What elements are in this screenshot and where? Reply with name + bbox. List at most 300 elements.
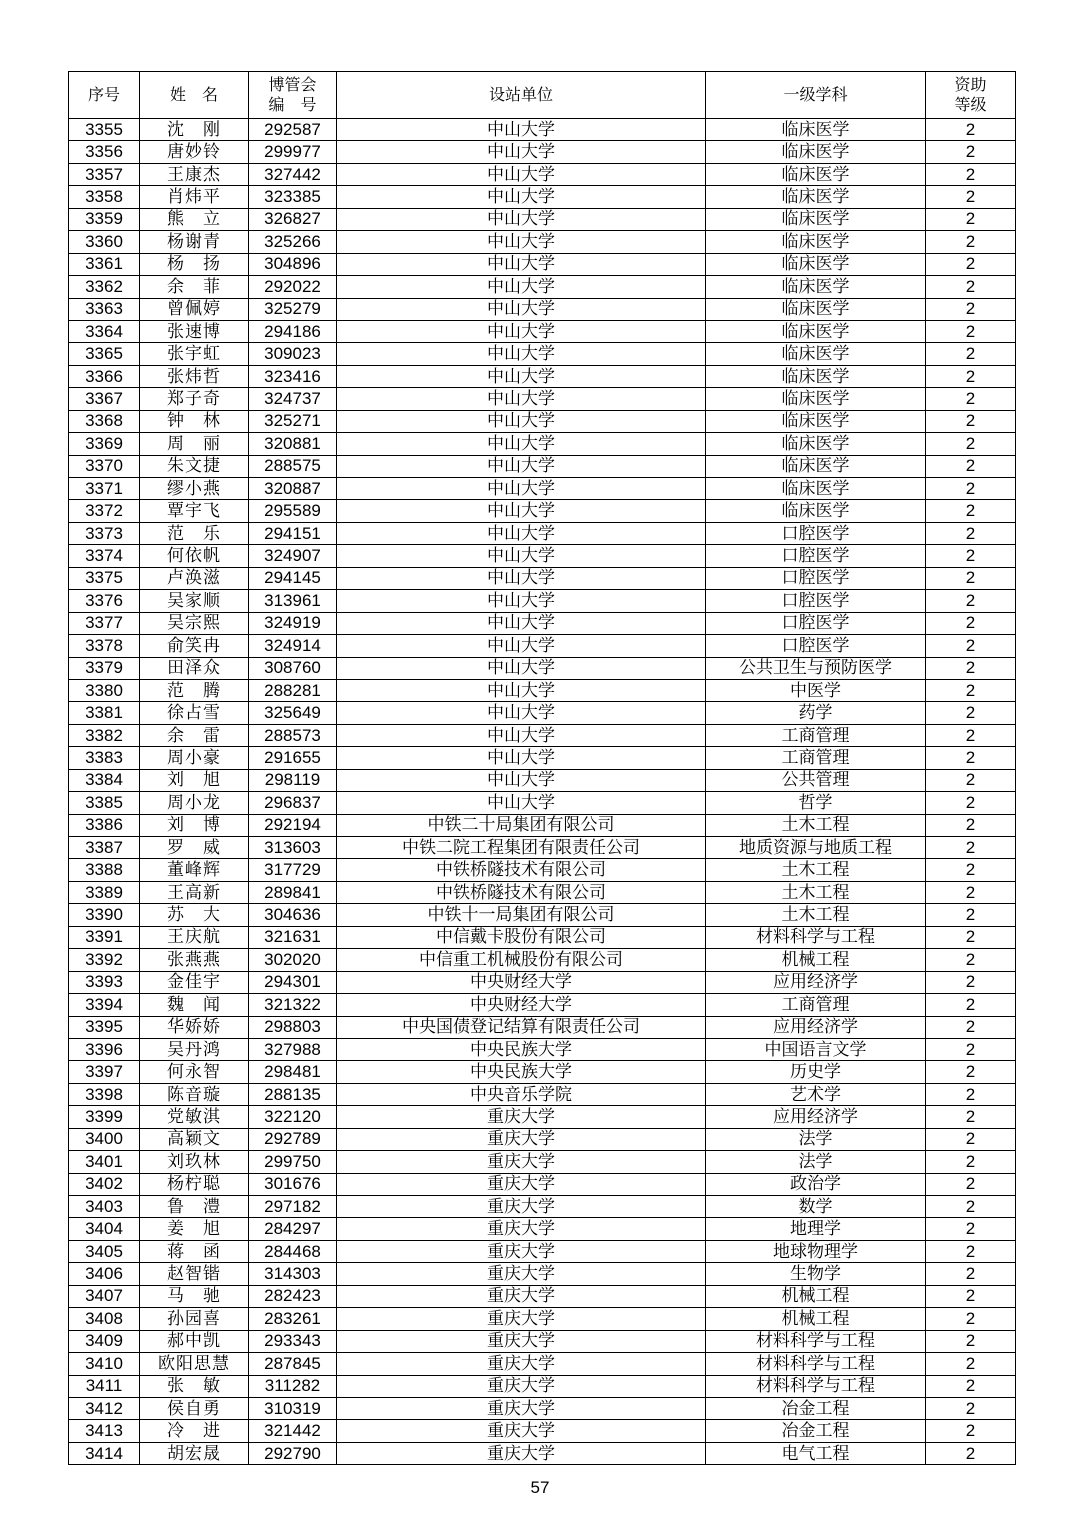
cell-name: 陈音璇 <box>140 1083 249 1105</box>
cell-funding-level: 2 <box>926 724 1016 746</box>
cell-primary-discipline: 材料科学与工程 <box>706 1375 926 1397</box>
cell-committee-id: 294151 <box>249 522 337 544</box>
cell-committee-id: 324914 <box>249 635 337 657</box>
cell-committee-id: 293343 <box>249 1330 337 1352</box>
cell-serial-number: 3400 <box>69 1128 140 1150</box>
cell-funding-level: 2 <box>926 635 1016 657</box>
cell-serial-number: 3366 <box>69 365 140 387</box>
cell-serial-number: 3374 <box>69 545 140 567</box>
cell-name: 朱文捷 <box>140 455 249 477</box>
cell-name: 郝中凯 <box>140 1330 249 1352</box>
cell-primary-discipline: 工商管理 <box>706 747 926 769</box>
cell-name: 郑子奇 <box>140 388 249 410</box>
table-row <box>69 590 1016 612</box>
cell-committee-id: 298119 <box>249 769 337 791</box>
cell-primary-discipline: 机械工程 <box>706 1308 926 1330</box>
cell-station-unit: 中山大学 <box>337 500 706 522</box>
cell-name: 鲁 澧 <box>140 1196 249 1218</box>
cell-serial-number: 3373 <box>69 522 140 544</box>
cell-committee-id: 313961 <box>249 590 337 612</box>
cell-station-unit: 中山大学 <box>337 253 706 275</box>
cell-funding-level: 2 <box>926 1285 1016 1307</box>
cell-funding-level: 2 <box>926 1397 1016 1419</box>
table-row <box>69 1106 1016 1128</box>
cell-station-unit: 重庆大学 <box>337 1285 706 1307</box>
cell-serial-number: 3378 <box>69 635 140 657</box>
cell-station-unit: 重庆大学 <box>337 1263 706 1285</box>
cell-name: 冷 进 <box>140 1420 249 1442</box>
cell-serial-number: 3371 <box>69 478 140 500</box>
cell-committee-id: 292790 <box>249 1442 337 1464</box>
cell-primary-discipline: 数学 <box>706 1196 926 1218</box>
cell-committee-id: 323416 <box>249 365 337 387</box>
cell-serial-number: 3397 <box>69 1061 140 1083</box>
table-row <box>69 1353 1016 1375</box>
cell-primary-discipline: 政治学 <box>706 1173 926 1195</box>
cell-serial-number: 3399 <box>69 1106 140 1128</box>
cell-funding-level: 2 <box>926 1330 1016 1352</box>
cell-name: 蒋 函 <box>140 1240 249 1262</box>
cell-primary-discipline: 生物学 <box>706 1263 926 1285</box>
cell-name: 罗 威 <box>140 837 249 859</box>
table-row <box>69 253 1016 275</box>
cell-serial-number: 3412 <box>69 1397 140 1419</box>
cell-primary-discipline: 临床医学 <box>706 343 926 365</box>
cell-serial-number: 3391 <box>69 926 140 948</box>
cell-name: 马 驰 <box>140 1285 249 1307</box>
cell-name: 杨柠聪 <box>140 1173 249 1195</box>
table-row <box>69 500 1016 522</box>
cell-funding-level: 2 <box>926 1375 1016 1397</box>
cell-primary-discipline: 临床医学 <box>706 365 926 387</box>
cell-station-unit: 重庆大学 <box>337 1240 706 1262</box>
header-serial-number: 序号 <box>69 72 140 119</box>
cell-name: 孙园喜 <box>140 1308 249 1330</box>
cell-primary-discipline: 临床医学 <box>706 163 926 185</box>
cell-funding-level: 2 <box>926 522 1016 544</box>
cell-committee-id: 327988 <box>249 1038 337 1060</box>
cell-serial-number: 3409 <box>69 1330 140 1352</box>
cell-name: 周小豪 <box>140 747 249 769</box>
cell-serial-number: 3356 <box>69 141 140 163</box>
cell-serial-number: 3408 <box>69 1308 140 1330</box>
cell-name: 张燕燕 <box>140 949 249 971</box>
cell-funding-level: 2 <box>926 208 1016 230</box>
table-row <box>69 1038 1016 1060</box>
cell-station-unit: 中信戴卡股份有限公司 <box>337 926 706 948</box>
cell-serial-number: 3365 <box>69 343 140 365</box>
cell-committee-id: 299750 <box>249 1151 337 1173</box>
table-row <box>69 343 1016 365</box>
cell-name: 张炜哲 <box>140 365 249 387</box>
cell-station-unit: 中山大学 <box>337 231 706 253</box>
cell-committee-id: 283261 <box>249 1308 337 1330</box>
cell-station-unit: 中山大学 <box>337 388 706 410</box>
header-committee-id: 博管会 编 号 <box>249 72 337 119</box>
cell-funding-level: 2 <box>926 1038 1016 1060</box>
cell-primary-discipline: 口腔医学 <box>706 590 926 612</box>
cell-serial-number: 3361 <box>69 253 140 275</box>
cell-station-unit: 中山大学 <box>337 141 706 163</box>
cell-committee-id: 304896 <box>249 253 337 275</box>
cell-name: 缪小燕 <box>140 478 249 500</box>
cell-funding-level: 2 <box>926 320 1016 342</box>
cell-serial-number: 3367 <box>69 388 140 410</box>
cell-name: 周小龙 <box>140 792 249 814</box>
table-row <box>69 433 1016 455</box>
cell-serial-number: 3403 <box>69 1196 140 1218</box>
cell-committee-id: 322120 <box>249 1106 337 1128</box>
cell-station-unit: 中山大学 <box>337 590 706 612</box>
cell-committee-id: 289841 <box>249 881 337 903</box>
cell-serial-number: 3355 <box>69 119 140 141</box>
table-row <box>69 1285 1016 1307</box>
cell-primary-discipline: 地理学 <box>706 1218 926 1240</box>
cell-serial-number: 3394 <box>69 994 140 1016</box>
cell-committee-id: 301676 <box>249 1173 337 1195</box>
cell-name: 覃宇飞 <box>140 500 249 522</box>
cell-funding-level: 2 <box>926 881 1016 903</box>
cell-station-unit: 重庆大学 <box>337 1330 706 1352</box>
cell-station-unit: 中山大学 <box>337 478 706 500</box>
cell-name: 王庆航 <box>140 926 249 948</box>
cell-committee-id: 294145 <box>249 567 337 589</box>
cell-primary-discipline: 土木工程 <box>706 814 926 836</box>
cell-funding-level: 2 <box>926 904 1016 926</box>
cell-name: 吴丹鸿 <box>140 1038 249 1060</box>
table-row <box>69 1016 1016 1038</box>
cell-funding-level: 2 <box>926 814 1016 836</box>
cell-station-unit: 中山大学 <box>337 208 706 230</box>
cell-serial-number: 3393 <box>69 971 140 993</box>
cell-committee-id: 320881 <box>249 433 337 455</box>
cell-committee-id: 324919 <box>249 612 337 634</box>
cell-committee-id: 299977 <box>249 141 337 163</box>
cell-serial-number: 3406 <box>69 1263 140 1285</box>
cell-station-unit: 重庆大学 <box>337 1151 706 1173</box>
cell-name: 卢涣滋 <box>140 567 249 589</box>
cell-name: 范 腾 <box>140 679 249 701</box>
cell-committee-id: 294186 <box>249 320 337 342</box>
cell-station-unit: 中山大学 <box>337 119 706 141</box>
cell-serial-number: 3407 <box>69 1285 140 1307</box>
cell-name: 杨谢青 <box>140 231 249 253</box>
cell-primary-discipline: 临床医学 <box>706 186 926 208</box>
cell-funding-level: 2 <box>926 388 1016 410</box>
cell-serial-number: 3375 <box>69 567 140 589</box>
cell-station-unit: 中山大学 <box>337 545 706 567</box>
cell-committee-id: 325649 <box>249 702 337 724</box>
cell-funding-level: 2 <box>926 971 1016 993</box>
cell-primary-discipline: 口腔医学 <box>706 545 926 567</box>
cell-serial-number: 3387 <box>69 837 140 859</box>
table-row <box>69 1061 1016 1083</box>
cell-station-unit: 中山大学 <box>337 320 706 342</box>
cell-station-unit: 中铁二院工程集团有限责任公司 <box>337 837 706 859</box>
cell-committee-id: 297182 <box>249 1196 337 1218</box>
cell-serial-number: 3360 <box>69 231 140 253</box>
cell-serial-number: 3404 <box>69 1218 140 1240</box>
cell-primary-discipline: 冶金工程 <box>706 1397 926 1419</box>
cell-committee-id: 324907 <box>249 545 337 567</box>
cell-serial-number: 3362 <box>69 276 140 298</box>
cell-serial-number: 3358 <box>69 186 140 208</box>
cell-funding-level: 2 <box>926 994 1016 1016</box>
table-row <box>69 1151 1016 1173</box>
table-row <box>69 657 1016 679</box>
cell-name: 董峰辉 <box>140 859 249 881</box>
cell-primary-discipline: 工商管理 <box>706 724 926 746</box>
cell-committee-id: 309023 <box>249 343 337 365</box>
cell-primary-discipline: 临床医学 <box>706 119 926 141</box>
cell-name: 金佳宇 <box>140 971 249 993</box>
cell-funding-level: 2 <box>926 679 1016 701</box>
cell-serial-number: 3376 <box>69 590 140 612</box>
cell-funding-level: 2 <box>926 702 1016 724</box>
table-row <box>69 1196 1016 1218</box>
cell-serial-number: 3411 <box>69 1375 140 1397</box>
cell-funding-level: 2 <box>926 926 1016 948</box>
cell-committee-id: 298803 <box>249 1016 337 1038</box>
cell-serial-number: 3402 <box>69 1173 140 1195</box>
cell-funding-level: 2 <box>926 478 1016 500</box>
cell-serial-number: 3410 <box>69 1353 140 1375</box>
cell-station-unit: 中山大学 <box>337 657 706 679</box>
cell-serial-number: 3377 <box>69 612 140 634</box>
cell-station-unit: 重庆大学 <box>337 1353 706 1375</box>
cell-funding-level: 2 <box>926 276 1016 298</box>
table-row <box>69 1375 1016 1397</box>
cell-name: 田泽众 <box>140 657 249 679</box>
cell-serial-number: 3381 <box>69 702 140 724</box>
table-row <box>69 635 1016 657</box>
cell-serial-number: 3414 <box>69 1442 140 1464</box>
cell-primary-discipline: 口腔医学 <box>706 612 926 634</box>
table-row <box>69 904 1016 926</box>
cell-primary-discipline: 药学 <box>706 702 926 724</box>
cell-station-unit: 中山大学 <box>337 410 706 432</box>
cell-station-unit: 重庆大学 <box>337 1308 706 1330</box>
cell-primary-discipline: 临床医学 <box>706 320 926 342</box>
cell-funding-level: 2 <box>926 433 1016 455</box>
header-station-unit: 设站单位 <box>337 72 706 119</box>
cell-name: 刘玖林 <box>140 1151 249 1173</box>
cell-name: 吴宗熙 <box>140 612 249 634</box>
cell-serial-number: 3380 <box>69 679 140 701</box>
cell-committee-id: 327442 <box>249 163 337 185</box>
cell-serial-number: 3405 <box>69 1240 140 1262</box>
cell-name: 肖炜平 <box>140 186 249 208</box>
table-row <box>69 926 1016 948</box>
cell-station-unit: 中山大学 <box>337 702 706 724</box>
cell-funding-level: 2 <box>926 410 1016 432</box>
table-row <box>69 949 1016 971</box>
cell-station-unit: 中山大学 <box>337 635 706 657</box>
table-row <box>69 567 1016 589</box>
funding-list-table <box>68 71 1016 1465</box>
header-row <box>69 72 1016 119</box>
cell-committee-id: 295589 <box>249 500 337 522</box>
cell-serial-number: 3398 <box>69 1083 140 1105</box>
cell-funding-level: 2 <box>926 1173 1016 1195</box>
cell-station-unit: 中央民族大学 <box>337 1061 706 1083</box>
cell-name: 张宇虹 <box>140 343 249 365</box>
table-row <box>69 478 1016 500</box>
cell-name: 徐占雪 <box>140 702 249 724</box>
cell-committee-id: 313603 <box>249 837 337 859</box>
cell-station-unit: 中央国债登记结算有限责任公司 <box>337 1016 706 1038</box>
table-row <box>69 141 1016 163</box>
cell-station-unit: 重庆大学 <box>337 1128 706 1150</box>
cell-primary-discipline: 机械工程 <box>706 1285 926 1307</box>
cell-funding-level: 2 <box>926 141 1016 163</box>
cell-name: 王高新 <box>140 881 249 903</box>
cell-name: 侯自勇 <box>140 1397 249 1419</box>
cell-primary-discipline: 临床医学 <box>706 410 926 432</box>
cell-primary-discipline: 临床医学 <box>706 298 926 320</box>
cell-primary-discipline: 临床医学 <box>706 276 926 298</box>
cell-committee-id: 323385 <box>249 186 337 208</box>
cell-serial-number: 3392 <box>69 949 140 971</box>
cell-committee-id: 288573 <box>249 724 337 746</box>
cell-primary-discipline: 材料科学与工程 <box>706 1353 926 1375</box>
cell-funding-level: 2 <box>926 1420 1016 1442</box>
cell-serial-number: 3370 <box>69 455 140 477</box>
cell-funding-level: 2 <box>926 792 1016 814</box>
table-body <box>69 119 1016 1465</box>
table-row <box>69 679 1016 701</box>
table-row <box>69 994 1016 1016</box>
table-row <box>69 724 1016 746</box>
cell-primary-discipline: 法学 <box>706 1151 926 1173</box>
cell-serial-number: 3401 <box>69 1151 140 1173</box>
cell-funding-level: 2 <box>926 253 1016 275</box>
table-row <box>69 747 1016 769</box>
cell-name: 魏 闻 <box>140 994 249 1016</box>
cell-primary-discipline: 冶金工程 <box>706 1420 926 1442</box>
cell-committee-id: 296837 <box>249 792 337 814</box>
cell-committee-id: 308760 <box>249 657 337 679</box>
cell-name: 张速博 <box>140 320 249 342</box>
table-row <box>69 276 1016 298</box>
cell-committee-id: 304636 <box>249 904 337 926</box>
cell-funding-level: 2 <box>926 1308 1016 1330</box>
cell-name: 华娇娇 <box>140 1016 249 1038</box>
cell-funding-level: 2 <box>926 231 1016 253</box>
cell-primary-discipline: 土木工程 <box>706 859 926 881</box>
cell-primary-discipline: 临床医学 <box>706 253 926 275</box>
cell-committee-id: 284297 <box>249 1218 337 1240</box>
cell-funding-level: 2 <box>926 1083 1016 1105</box>
cell-station-unit: 中山大学 <box>337 455 706 477</box>
table-row <box>69 1173 1016 1195</box>
table-row <box>69 769 1016 791</box>
cell-primary-discipline: 临床医学 <box>706 478 926 500</box>
cell-funding-level: 2 <box>926 1442 1016 1464</box>
cell-name: 王康杰 <box>140 163 249 185</box>
header-primary-discipline: 一级学科 <box>706 72 926 119</box>
cell-committee-id: 310319 <box>249 1397 337 1419</box>
cell-committee-id: 292789 <box>249 1128 337 1150</box>
cell-primary-discipline: 临床医学 <box>706 208 926 230</box>
cell-funding-level: 2 <box>926 119 1016 141</box>
cell-name: 何永智 <box>140 1061 249 1083</box>
cell-primary-discipline: 机械工程 <box>706 949 926 971</box>
cell-funding-level: 2 <box>926 1263 1016 1285</box>
cell-name: 姜 旭 <box>140 1218 249 1240</box>
cell-station-unit: 重庆大学 <box>337 1420 706 1442</box>
table-row <box>69 1240 1016 1262</box>
cell-primary-discipline: 哲学 <box>706 792 926 814</box>
table-row <box>69 231 1016 253</box>
cell-name: 杨 扬 <box>140 253 249 275</box>
table-row <box>69 1397 1016 1419</box>
cell-primary-discipline: 临床医学 <box>706 388 926 410</box>
cell-station-unit: 重庆大学 <box>337 1218 706 1240</box>
cell-serial-number: 3396 <box>69 1038 140 1060</box>
cell-primary-discipline: 应用经济学 <box>706 1106 926 1128</box>
cell-station-unit: 中山大学 <box>337 298 706 320</box>
cell-committee-id: 324737 <box>249 388 337 410</box>
cell-serial-number: 3385 <box>69 792 140 814</box>
cell-funding-level: 2 <box>926 769 1016 791</box>
cell-primary-discipline: 公共卫生与预防医学 <box>706 657 926 679</box>
cell-serial-number: 3383 <box>69 747 140 769</box>
cell-station-unit: 中铁二十局集团有限公司 <box>337 814 706 836</box>
cell-serial-number: 3363 <box>69 298 140 320</box>
cell-primary-discipline: 临床医学 <box>706 433 926 455</box>
cell-serial-number: 3368 <box>69 410 140 432</box>
cell-serial-number: 3390 <box>69 904 140 926</box>
cell-committee-id: 325279 <box>249 298 337 320</box>
cell-station-unit: 中铁桥隧技术有限公司 <box>337 881 706 903</box>
cell-station-unit: 中山大学 <box>337 724 706 746</box>
cell-funding-level: 2 <box>926 837 1016 859</box>
cell-serial-number: 3388 <box>69 859 140 881</box>
cell-station-unit: 中山大学 <box>337 522 706 544</box>
table-row <box>69 388 1016 410</box>
cell-committee-id: 325266 <box>249 231 337 253</box>
table-row <box>69 792 1016 814</box>
cell-primary-discipline: 临床医学 <box>706 500 926 522</box>
cell-committee-id: 294301 <box>249 971 337 993</box>
cell-name: 胡宏晟 <box>140 1442 249 1464</box>
table-row <box>69 1128 1016 1150</box>
cell-station-unit: 中山大学 <box>337 567 706 589</box>
table-row <box>69 163 1016 185</box>
cell-name: 刘 博 <box>140 814 249 836</box>
cell-station-unit: 中山大学 <box>337 612 706 634</box>
cell-station-unit: 中山大学 <box>337 186 706 208</box>
cell-serial-number: 3364 <box>69 320 140 342</box>
cell-primary-discipline: 土木工程 <box>706 881 926 903</box>
cell-funding-level: 2 <box>926 343 1016 365</box>
cell-name: 苏 大 <box>140 904 249 926</box>
cell-committee-id: 314303 <box>249 1263 337 1285</box>
cell-funding-level: 2 <box>926 500 1016 522</box>
page-number: 57 <box>530 1478 550 1497</box>
cell-station-unit: 中央财经大学 <box>337 971 706 993</box>
cell-name: 赵智锴 <box>140 1263 249 1285</box>
cell-committee-id: 287845 <box>249 1353 337 1375</box>
cell-serial-number: 3379 <box>69 657 140 679</box>
cell-primary-discipline: 临床医学 <box>706 141 926 163</box>
cell-station-unit: 重庆大学 <box>337 1196 706 1218</box>
cell-committee-id: 292194 <box>249 814 337 836</box>
cell-primary-discipline: 工商管理 <box>706 994 926 1016</box>
cell-station-unit: 中山大学 <box>337 365 706 387</box>
cell-station-unit: 中央音乐学院 <box>337 1083 706 1105</box>
